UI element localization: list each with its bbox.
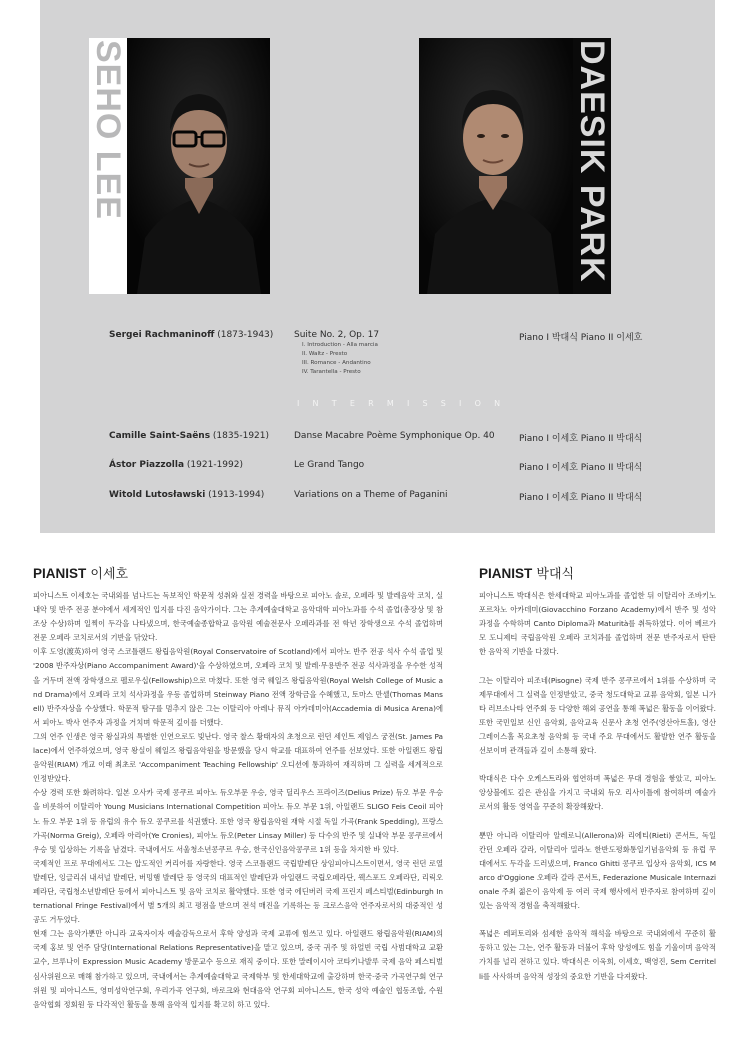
composer-name: Ástor Piazzolla bbox=[109, 460, 185, 470]
composer-years: (1913-1994) bbox=[205, 490, 265, 500]
bio-seho-lee bbox=[33, 563, 443, 1012]
bio-paragraph: 폭넓은 레퍼토리와 섬세한 음악적 해석을 바탕으로 국내외에서 꾸준히 활동하고 있는 그는, 연주 활동과 더불어 후학 양성에도 힘을 기울이며 음악적 가치를 널리 전하고 있다. 박대식은 이욱희, 이세호, 백영진, Sem Cerritelli를 사사하며 음악적 성장의 중요한 기반을 다져왔다. bbox=[479, 929, 716, 981]
bio-text bbox=[479, 589, 716, 984]
intermission-label: INTERMISSION bbox=[297, 399, 514, 408]
work-title: Danse Macabre Poème Symphonique Op. 40 bbox=[294, 431, 495, 441]
composer-name: Witold Lutosławski bbox=[109, 490, 206, 500]
portrait-seho-lee-image bbox=[127, 38, 270, 294]
players: Piano I 박대식 Piano II 이세호 bbox=[519, 333, 643, 343]
bio-daesik-park bbox=[479, 563, 716, 998]
composer bbox=[109, 330, 273, 340]
bio-heading-name: 박대식 bbox=[532, 567, 575, 582]
composer-years: (1873-1943) bbox=[214, 330, 274, 340]
composer bbox=[109, 490, 264, 500]
artist-name-banner-left bbox=[89, 38, 127, 294]
artist-name-daesik-park: DAESIK PARK bbox=[573, 40, 611, 283]
artist-name-banner-right bbox=[573, 38, 611, 294]
bio-paragraph: 뿐만 아니라 이탈리아 알레로니(Allerona)와 리에티(Rieti) 콘서트, 독일 칸던 오페라 갈라, 이탈리아 밀라노 한반도평화통일기념음악회 등 유럽 무대에서도 두각을 드러냈으며, Franco Ghitti 콩쿠르 입상자 음악회, ICS Marco d'Oggione 오페라 갈라 콘서트, Federazione Musicale Internazionale 주최 젊은이 음악제 등 여러 국제 행사에서 반주자로 참여하며 깊이 있는 음악적 경험을 축적해왔다. bbox=[479, 830, 716, 911]
work-title: Suite No. 2, Op. 17 bbox=[294, 330, 380, 340]
composer-name: Camille Saint-Saëns bbox=[109, 431, 211, 441]
portrait-seho-lee bbox=[127, 38, 270, 294]
bio-paragraph: 피아니스트 이세호는 국내외를 넘나드는 독보적인 학문적 성취와 실전 경력을 바탕으로 피아노 솔로, 오페라 및 발레음악 코치, 실내악 및 반주 전공 분야에서 세계적인 입지를 다진 음악가이다. 그는 추계예술대학교 음악대학 피아노과를 수석 졸업(총장상 및 참조상 수상)하며 일찍이 두각을 나타냈으며, 한국예술종합학교 음악원 예술전문사 오페라과를 전 학년 장학생으로 수석 졸업하며 전문 오페라 코치로서의 기반을 닦았다. bbox=[33, 591, 443, 643]
bio-paragraph: 피아니스트 박대식은 한세대학교 피아노과를 졸업한 뒤 이탈리아 조바키노 포르차노 아카데미(Giovacchino Forzano Academy)에서 반주 및 성악 과정을 수학하며 Canto Diploma과 Maturità를 취득하였다. 이어 베르가모 도니제티 국립음악원 오페라 코치과를 졸업하며 전문 반주자로서 탄탄한 음악적 기반을 다졌다. bbox=[479, 591, 716, 657]
portrait-daesik-park bbox=[419, 38, 573, 294]
work-title: Le Grand Tango bbox=[294, 460, 365, 470]
bio-paragraph: 현재 그는 음악가뿐만 아니라 교육자이자 예술감독으로서 후학 양성과 국제 교류에 힘쓰고 있다. 아일랜드 왕립음악원(RIAM)의 국제 홍보 및 연주 담당(International Relations Representative)을 맡고 있으며, 중국 귀주 및 하얼빈 국립 사범대학교 교환교수, 브루나이 Expression Music Academy 방문교수 등으로 재직 중이다. 또한 말레이시아 코타키나발루 국제 음악 페스티벌 심사위원으로 매해 참가하고 있으며, 국내에서는 추계예술대학교 국제학부 및 한세대학교에 출강하며 한국·중국 가곡연구회 연구위원 및 피아니스트, 영미성악연구회, 우리가곡 연구회, 바로크와 현대음악 연구회 피아니스트, 한국 성악 예술인 협동조합, 수원음악협회 정회원 등 다각적인 활동을 통해 음악적 입지를 확고히 하고 있다. bbox=[33, 929, 443, 1009]
bio-paragraph: 그의 연주 인생은 영국 왕실과의 특별한 인연으로도 빛난다. 영국 찰스 황태자의 초청으로 런던 세인트 제임스 궁전(St. James Palace)에서 연주하였으며, 영국 왕실이 웨일즈 왕립음악원을 방문했을 당시 학교를 대표하여 연주를 선보였다. 또한 아일랜드 왕립음악원(RIAM) 개교 이래 최초로 'Accompaniment Teaching Fellowship' 오디션에 통과하여 재직하며 그 실력을 세계적으로 인정받았다. bbox=[33, 731, 443, 784]
portrait-daesik-park-image bbox=[419, 38, 573, 294]
bio-heading bbox=[33, 563, 443, 581]
composer-years: (1835-1921) bbox=[210, 431, 270, 441]
bio-paragraph: 국제적인 프로 무대에서도 그는 압도적인 커리어를 자랑한다. 영국 스코틀랜드 국립발레단 상임피아니스트이면서, 영국 런던 로열 발레단, 잉글리쉬 내셔널 발레단, 버밍햄 발레단 등 영국의 대표적인 발레단과 아일랜드 국립오페라단, 웩스포드 오페라단, 리릭오페라단, 국립청소년발레단 등에서 피아니스트 및 음악 코치로 활약했다. 또한 영국 에딘버러 국제 프린지 페스티벌(Edinburgh International Fringe Festival)에서 별 5개의 최고 평점을 받으며 전석 매진을 기록하는 등 크로스음악 연주자로서의 대중적인 성공도 거두었다. bbox=[33, 858, 443, 925]
movement: IV. Tarantella - Presto bbox=[302, 369, 361, 375]
players: Piano I 이세호 Piano II 박대식 bbox=[519, 434, 643, 444]
bio-heading-name: 이세호 bbox=[86, 567, 129, 582]
bio-heading-role: PIANIST bbox=[33, 566, 87, 581]
movement-list bbox=[302, 341, 378, 377]
bio-paragraph: 그는 이탈리아 피조네(Pisogne) 국제 반주 콩쿠르에서 1위를 수상하며 국제무대에서 그 실력을 인정받았고, 중국 청도대학교 교류 음악회, 일본 니가타 러브소나타 연주회 등 다양한 해외 공연을 통해 폭넓은 활동을 이어왔다. 또한 국민일보 신인 음악회, 음악교육 신문사 초청 연주(영산아트홀), 영산 그레이스홀 목요초청 음악회 등 국내 주요 무대에서도 활발한 연주 활동을 선보이며 관객들과 깊이 소통해 왔다. bbox=[479, 675, 716, 756]
movement: II. Waltz - Presto bbox=[302, 351, 348, 357]
artist-name-seho-lee: SEHO LEE bbox=[89, 40, 127, 220]
players: Piano I 이세호 Piano II 박대식 bbox=[519, 493, 643, 503]
movement: I. Introduction - Alla marcia bbox=[302, 342, 378, 348]
bio-heading-role: PIANIST bbox=[479, 566, 533, 581]
bio-paragraph: 이후 도영(渡英)하여 영국 스코틀랜드 왕립음악원(Royal Conservatoire of Scotland)에서 피아노 반주 전공 석사 수석 졸업 및 '2008 반주자상(Piano Accompaniment Award)'을 수상하였으며, 오페라 코치 및 발레·무용반주 전공 석사과정을 우수한 성적을 거두며 전액 장학생으로 펠로우십(Fellowship)으로 마쳤다. 또한 영국 웨일즈 왕립음악원(Royal Welsh College of Music and Drama)에서 오페라 코치 석사과정을 우등 졸업하며 Steinway Piano 전액 장학금을 수혜했고, 토마스 만셀(Thomas Mansell) 반주자상을 수상했다. 학문적 탐구를 멈추지 않은 그는 이탈리아 아레나 뮤직 아카데미아(Accademia di Musica Arena)에서 피아노 박사 연주자 과정을 거치며 학문적 깊이를 더했다. bbox=[33, 647, 443, 727]
bio-paragraph: 수상 경력 또한 화려하다. 일본 오사카 국제 콩쿠르 피아노 듀오부문 우승, 영국 딜리우스 프라이즈(Delius Prize) 듀오 부문 우승을 비롯하여 이탈리아 Young Musicians International Competition 피아노 듀오 부문 1위, 아일랜드 SLIGO Feis Ceoil 피아노 듀오 부문 1위 등 유럽의 유수 듀오 콩쿠르를 석권했다. 또한 영국 왕립음악원 재학 시절 독일 가곡(Frank Spedding), 프랑스 가곡(Norma Greig), 오페라 아리아(Ye Cronies), 피아노 듀오(Peter Linsay Miller) 등 다수의 반주 및 실내악 부문 콩쿠르에서 우승 및 입상하는 기록을 남겼다. 국내에서도 서울청소년콩쿠르 우승, 한국신인음악콩쿠르 1위 등을 차지한 바 있다. bbox=[33, 788, 443, 854]
bio-paragraph: 박대식은 다수 오케스트라와 협연하며 폭넓은 무대 경험을 쌓았고, 피아노 앙상블에도 깊은 관심을 가지고 국내외 듀오 리사이틀에 참여하며 예술가로서의 활동 영역을 꾸준히 확장해왔다. bbox=[479, 774, 716, 812]
composer bbox=[109, 460, 243, 470]
composer-years: (1921-1992) bbox=[184, 460, 243, 470]
bio-text bbox=[33, 589, 443, 1012]
composer bbox=[109, 431, 269, 441]
movement: III. Romance - Andantino bbox=[302, 360, 371, 366]
players: Piano I 이세호 Piano II 박대식 bbox=[519, 463, 643, 473]
bio-heading bbox=[479, 563, 716, 581]
composer-name: Sergei Rachmaninoff bbox=[109, 330, 215, 340]
work-title: Variations on a Theme of Paganini bbox=[294, 490, 448, 500]
